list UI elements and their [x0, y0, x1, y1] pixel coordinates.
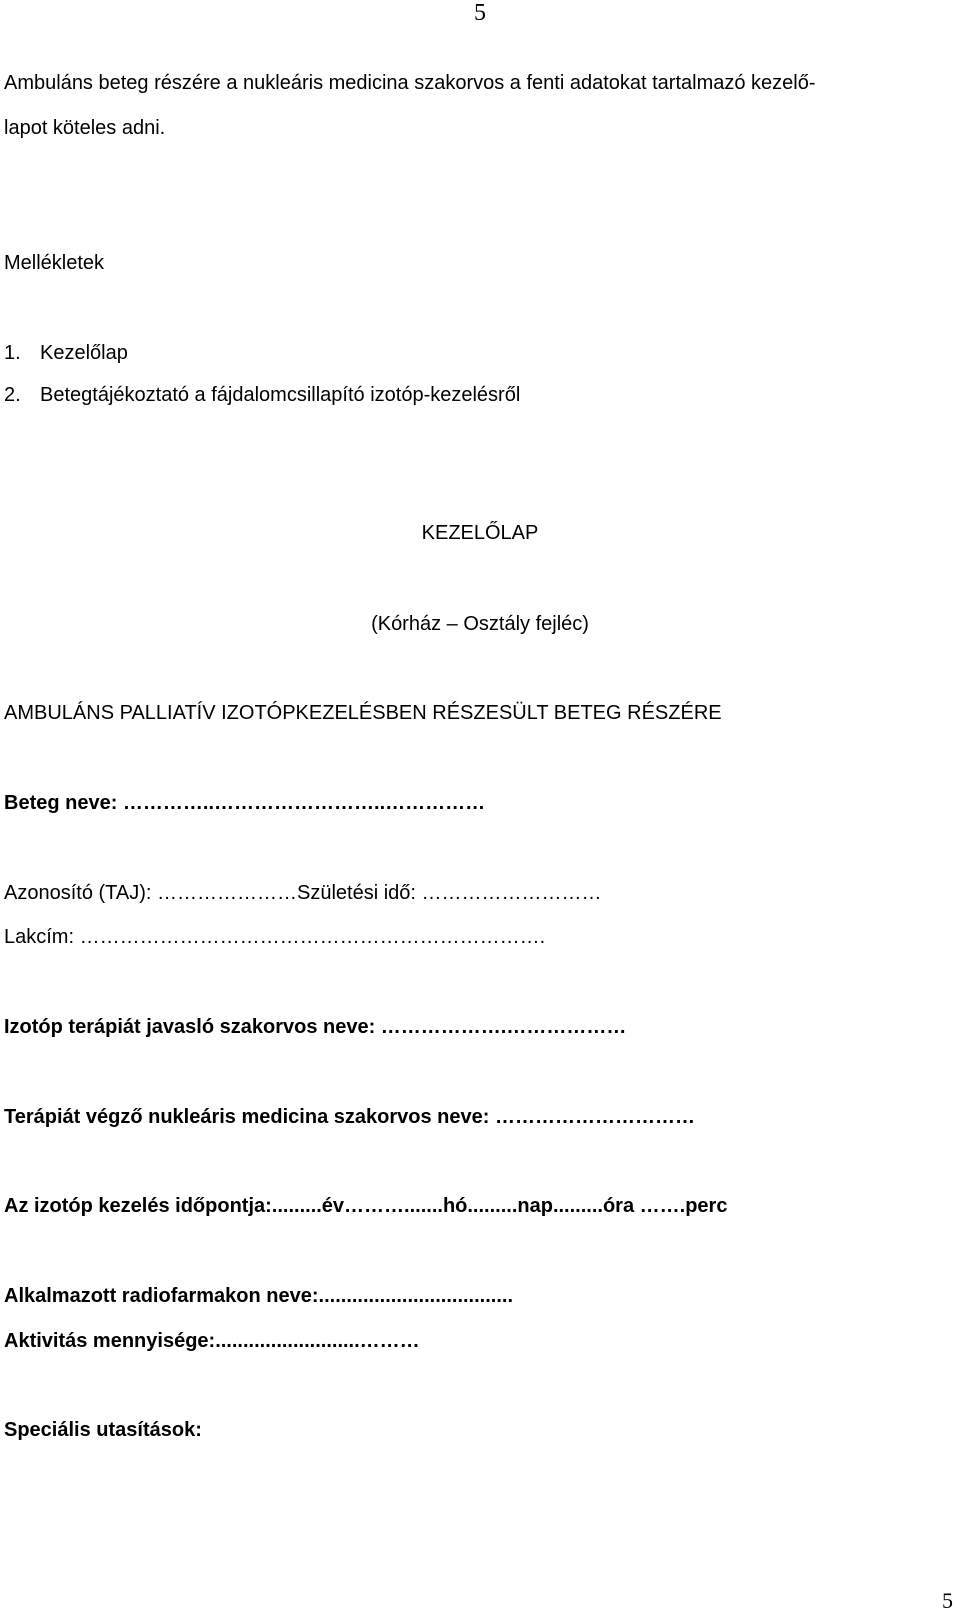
address-field: Lakcím: ……………………………………………………………. [4, 926, 546, 948]
special-instructions-label: Speciális utasítások: [4, 1419, 202, 1441]
radiopharmaceutical-field: Alkalmazott radiofarmakon neve:................................... [4, 1285, 514, 1307]
attachment-item-text: Kezelőlap [40, 342, 128, 364]
attachment-item-text: Betegtájékoztató a fájdalomcsillapító izotóp-kezelésről [40, 384, 521, 406]
id-birth-field: Azonosító (TAJ): …………………Születési idő: ……………………… [4, 882, 602, 904]
attachments-heading: Mellékletek [4, 252, 105, 274]
performing-doctor-field: Terápiát végző nukleáris medicina szakorvos neve: ………………………… [4, 1106, 695, 1128]
page-number-top: 5 [474, 0, 486, 26]
recommending-doctor-field: Izotóp terápiát javasló szakorvos neve: ……………….……………… [4, 1016, 627, 1038]
activity-field: Aktivitás mennyisége:..........................……… [4, 1330, 420, 1352]
attachment-item-1 [4, 342, 128, 365]
form-subtitle: AMBULÁNS PALLIATÍV IZOTÓPKEZELÉSBEN RÉSZESÜLT BETEG RÉSZÉRE [4, 702, 722, 724]
page-number-bottom: 5 [942, 1588, 953, 1613]
patient-name-field: Beteg neve: …………..……………………..…………… [4, 792, 486, 814]
intro-line-1: Ambuláns beteg részére a nukleáris medicina szakorvos a fenti adatokat tartalmazó kezelő- [4, 72, 816, 94]
form-title: KEZELŐLAP [421, 522, 539, 544]
treatment-time-field: Az izotóp kezelés időpontja:.........év……….......hó.........nap.........óra …….perc [4, 1195, 728, 1217]
attachment-item-number: 2. [4, 384, 21, 406]
attachment-item-2 [4, 384, 520, 407]
intro-line-2: lapot köteles adni. [4, 117, 166, 139]
attachment-item-number: 1. [4, 342, 21, 364]
form-header-note: (Kórház – Osztály fejléc) [371, 613, 589, 635]
